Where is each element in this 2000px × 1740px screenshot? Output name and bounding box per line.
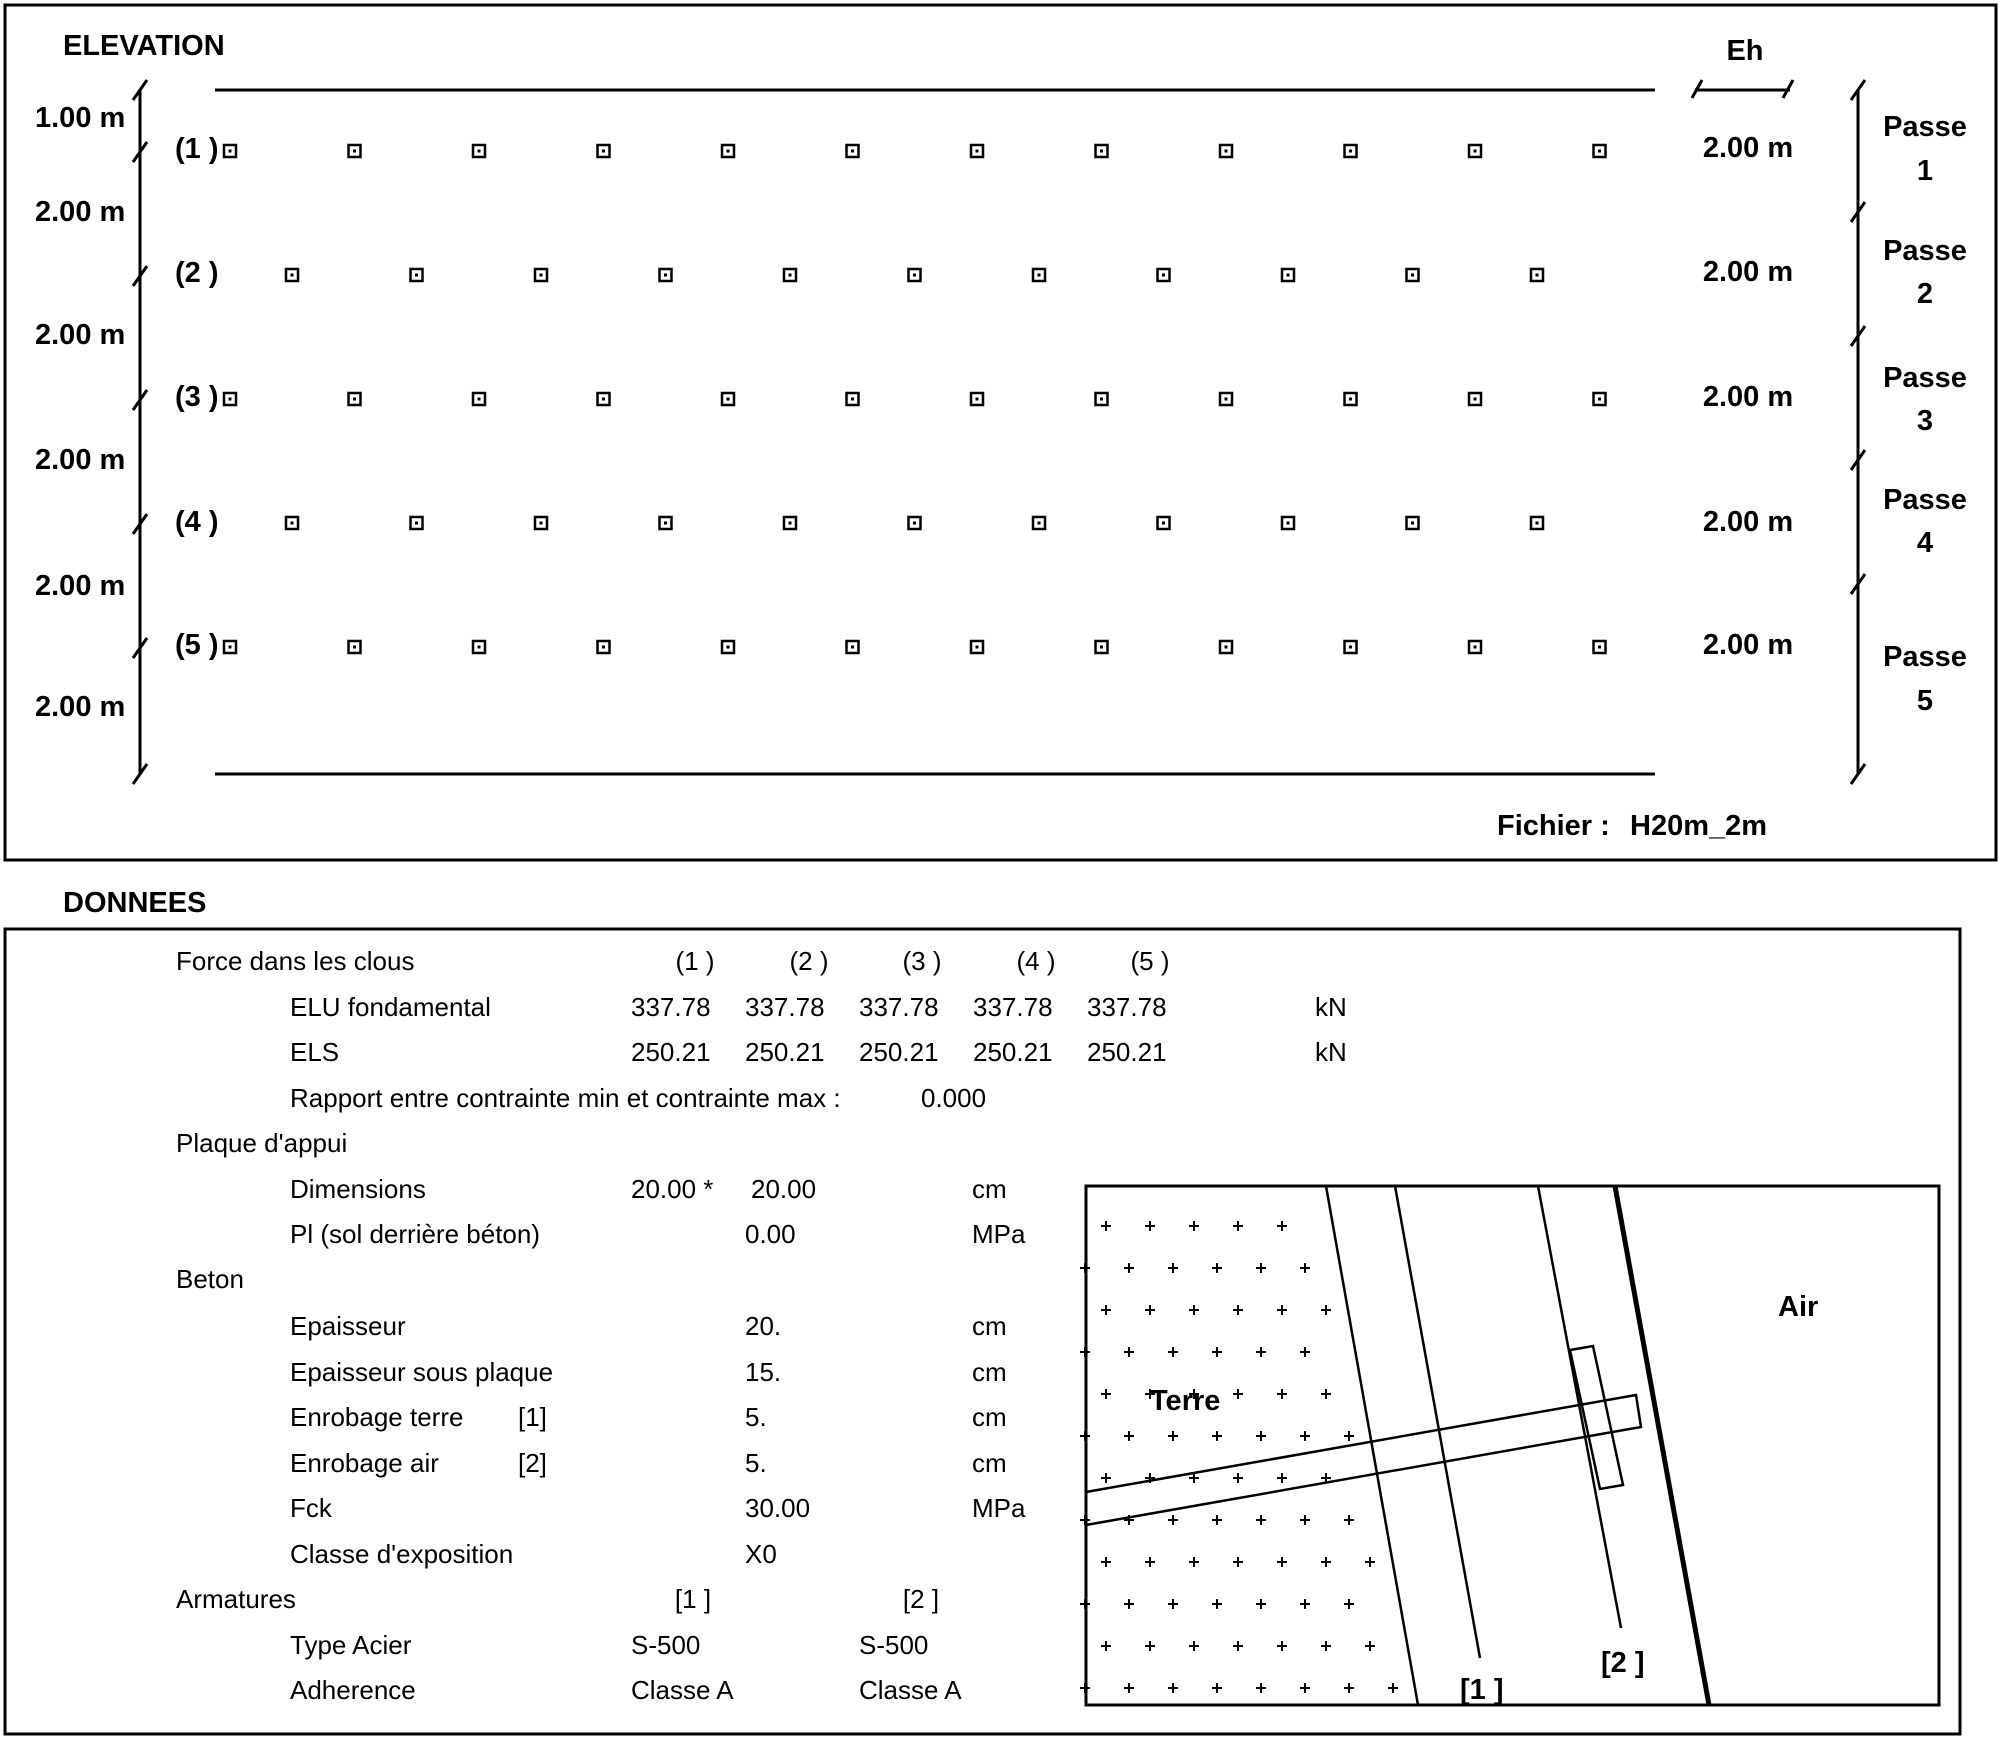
elu-value-3: 337.78: [859, 992, 939, 1022]
nail-marker-dot: [602, 646, 605, 649]
soil-hatch-mark: [1189, 1641, 1199, 1651]
soil-hatch-mark: [1344, 1683, 1354, 1693]
soil-hatch-mark: [1321, 1305, 1331, 1315]
nail-header-3: (3 ): [902, 946, 942, 976]
adherence-label: Adherence: [290, 1675, 416, 1705]
nail-marker-dot: [478, 150, 481, 153]
soil-hatch-mark: [1277, 1641, 1287, 1651]
fck-value: 30.00: [745, 1493, 811, 1523]
els-value-2: 250.21: [745, 1037, 825, 1067]
soil-hatch-mark: [1212, 1515, 1222, 1525]
nail-marker-dot: [415, 522, 418, 525]
nail-marker-dot: [602, 150, 605, 153]
soil-hatch-mark: [1344, 1431, 1354, 1441]
soil-hatch-mark: [1080, 1431, 1090, 1441]
eh-value-1: 2.00 m: [1702, 132, 1794, 164]
terre-label: Terre: [1150, 1385, 1221, 1417]
soil-hatch-mark: [1212, 1599, 1222, 1609]
soil-hatch-mark: [1233, 1221, 1243, 1231]
soil-hatch-mark: [1101, 1221, 1111, 1231]
nail-marker-dot: [851, 150, 854, 153]
nail-marker-dot: [415, 274, 418, 277]
soil-hatch-mark: [1168, 1263, 1178, 1273]
pass-5: [1883, 641, 1967, 717]
soil-hatch-mark: [1233, 1557, 1243, 1567]
eh-value-5: 2.00 m: [1702, 629, 1794, 661]
section-frame: [1086, 1186, 1939, 1705]
svg-text:Passe: Passe: [1883, 641, 1967, 673]
soil-hatch-mark: [1189, 1305, 1199, 1315]
enrobage-terre-label: Enrobage terre: [290, 1402, 464, 1432]
donnees-title: DONNEES: [63, 887, 207, 919]
eh-dimension: [1692, 80, 1793, 98]
svg-text:Passe: Passe: [1883, 111, 1967, 143]
pl-unit: MPa: [972, 1219, 1026, 1249]
enrobage-air-label: Enrobage air: [290, 1448, 439, 1478]
soil-hatch-mark: [1256, 1347, 1266, 1357]
els-value-3: 250.21: [859, 1037, 939, 1067]
nail-marker-dot: [851, 646, 854, 649]
epaisseur-unit: cm: [972, 1311, 1007, 1341]
rapport-value: 0.000: [921, 1083, 987, 1113]
elevation-title: ELEVATION: [63, 30, 225, 62]
enrobage-air-unit: cm: [972, 1448, 1007, 1478]
nail-marker-dot: [1411, 274, 1414, 277]
soil-hatch-mark: [1189, 1221, 1199, 1231]
soil-hatch-mark: [1124, 1599, 1134, 1609]
nail-marker-dot: [789, 274, 792, 277]
soil-hatch-mark: [1321, 1641, 1331, 1651]
elu-label: ELU fondamental: [290, 992, 491, 1022]
armatures-title: Armatures: [176, 1584, 296, 1614]
soil-hatch-mark: [1101, 1305, 1111, 1315]
air-face-line: [1615, 1186, 1709, 1705]
soil-hatch-mark: [1168, 1515, 1178, 1525]
nail-header-4: (4 ): [1016, 946, 1056, 976]
elu-value-2: 337.78: [745, 992, 825, 1022]
nail-marker-dot: [727, 646, 730, 649]
spacing-1: 2.00 m: [35, 196, 126, 228]
nail-marker-dot: [1100, 150, 1103, 153]
elu-unit: kN: [1315, 992, 1347, 1022]
nail-marker-dot: [1598, 398, 1601, 401]
nail-marker-dot: [976, 646, 979, 649]
nail-marker-dot: [727, 398, 730, 401]
plaque-title: Plaque d'appui: [176, 1128, 348, 1158]
nail-marker-dot: [1225, 398, 1228, 401]
svg-text:Passe: Passe: [1883, 362, 1967, 394]
soil-hatch-mark: [1212, 1347, 1222, 1357]
pass-3: [1883, 362, 1967, 437]
bearing-plate: [1570, 1346, 1623, 1489]
pl-value: 0.00: [745, 1219, 796, 1249]
soil-hatch-mark: [1233, 1389, 1243, 1399]
soil-hatch-mark: [1080, 1683, 1090, 1693]
row-label-1: (1 ): [175, 133, 219, 165]
nail-marker-dot: [1100, 398, 1103, 401]
nail-marker-dot: [229, 398, 232, 401]
soil-hatch-mark: [1300, 1599, 1310, 1609]
spacing-3: 2.00 m: [35, 444, 126, 476]
nail-marker-dot: [664, 274, 667, 277]
rapport-label: Rapport entre contrainte min et contrainte max :: [290, 1083, 841, 1113]
row-label-2: (2 ): [175, 257, 219, 289]
els-value-5: 250.21: [1087, 1037, 1167, 1067]
eh-value-2: 2.00 m: [1702, 256, 1794, 288]
soil-hatch-mark: [1321, 1557, 1331, 1567]
soil-hatch-mark: [1256, 1431, 1266, 1441]
nail-marker-dot: [353, 646, 356, 649]
els-label: ELS: [290, 1037, 340, 1067]
soil-boundary-line: [1326, 1186, 1418, 1705]
nail-marker-dot: [1100, 646, 1103, 649]
file-label: Fichier :: [1497, 810, 1610, 842]
pl-label: Pl (sol derrière béton): [290, 1219, 540, 1249]
pass-2: [1883, 235, 1967, 310]
soil-hatch-mark: [1388, 1683, 1398, 1693]
soil-hatch-mark: [1277, 1389, 1287, 1399]
eh-value-3: 2.00 m: [1702, 381, 1794, 413]
soil-hatch-mark: [1124, 1431, 1134, 1441]
soil-hatch-mark: [1101, 1389, 1111, 1399]
nail-header-1: (1 ): [675, 946, 715, 976]
elu-value-1: 337.78: [631, 992, 711, 1022]
left-dimension-line: [133, 80, 147, 784]
spacing-4: 2.00 m: [35, 570, 126, 602]
nail-marker-dot: [478, 646, 481, 649]
nail-marker-dot: [540, 274, 543, 277]
enrobage-terre-ref: [1]: [518, 1402, 547, 1432]
nail-marker-dot: [1536, 274, 1539, 277]
spacing-top: 1.00 m: [35, 102, 126, 134]
soil-hatch-mark: [1300, 1263, 1310, 1273]
els-value-1: 250.21: [631, 1037, 711, 1067]
soil-hatch-mark: [1212, 1431, 1222, 1441]
dimensions-b: 20.00: [751, 1174, 817, 1204]
nail-marker-dot: [1598, 646, 1601, 649]
soil-hatch-mark: [1365, 1557, 1375, 1567]
nail-marker-dot: [1162, 522, 1165, 525]
nail-marker-dot: [913, 274, 916, 277]
eh-label: Eh: [1726, 35, 1764, 67]
svg-text:Passe: Passe: [1883, 235, 1967, 267]
soil-hatch-mark: [1277, 1473, 1287, 1483]
soil-hatch-mark: [1080, 1599, 1090, 1609]
nail-marker-dot: [1162, 274, 1165, 277]
soil-hatch-mark: [1300, 1515, 1310, 1525]
nail-marker-dot: [976, 150, 979, 153]
row-label-5: (5 ): [175, 629, 219, 661]
soil-hatch-mark: [1124, 1347, 1134, 1357]
soil-hatch-mark: [1233, 1641, 1243, 1651]
nail-marker-dot: [1287, 274, 1290, 277]
classe-exposition-value: X0: [745, 1539, 777, 1569]
nail-marker-dot: [1349, 646, 1352, 649]
adherence-2: Classe A: [859, 1675, 962, 1705]
soil-hatch-mark: [1101, 1473, 1111, 1483]
soil-hatch-mark: [1101, 1641, 1111, 1651]
soil-hatch-mark: [1277, 1305, 1287, 1315]
enrobage-terre-unit: cm: [972, 1402, 1007, 1432]
nail-marker-dot: [602, 398, 605, 401]
soil-hatch-mark: [1321, 1389, 1331, 1399]
soil-hatch-mark: [1300, 1683, 1310, 1693]
nail-grid: [224, 145, 1606, 653]
rebar-2-line: [1538, 1186, 1621, 1628]
dimensions-label: Dimensions: [290, 1174, 426, 1204]
svg-text:5: 5: [1916, 685, 1934, 717]
nail-marker-dot: [1474, 398, 1477, 401]
epaisseur-value: 20.: [745, 1311, 782, 1341]
force-title: Force dans les clous: [176, 946, 415, 976]
rebar-1-label: [1 ]: [1460, 1674, 1504, 1706]
soil-hatch-mark: [1344, 1599, 1354, 1609]
svg-text:Passe: Passe: [1883, 484, 1967, 516]
els-value-4: 250.21: [973, 1037, 1053, 1067]
epaisseur-sous-plaque-value: 15.: [745, 1357, 782, 1387]
svg-text:2: 2: [1916, 278, 1934, 310]
dimensions-a: 20.00 *: [631, 1174, 714, 1204]
soil-hatch-mark: [1277, 1557, 1287, 1567]
soil-hatch-mark: [1300, 1431, 1310, 1441]
soil-hatch-mark: [1256, 1515, 1266, 1525]
pass-1: [1883, 111, 1967, 187]
soil-hatch-mark: [1168, 1347, 1178, 1357]
epaisseur-sous-plaque-unit: cm: [972, 1357, 1007, 1387]
nail-header-5: (5 ): [1130, 946, 1170, 976]
soil-hatch-mark: [1145, 1641, 1155, 1651]
soil-hatch-mark: [1168, 1599, 1178, 1609]
soil-hatch-mark: [1233, 1473, 1243, 1483]
soil-hatch-mark: [1124, 1263, 1134, 1273]
fck-label: Fck: [290, 1493, 332, 1523]
nail-marker-dot: [1287, 522, 1290, 525]
nail-marker-dot: [1038, 274, 1041, 277]
nail-marker-dot: [913, 522, 916, 525]
nail-marker-dot: [1349, 398, 1352, 401]
classe-exposition-label: Classe d'exposition: [290, 1539, 514, 1569]
soil-hatch-mark: [1145, 1305, 1155, 1315]
type-acier-1: S-500: [631, 1630, 701, 1660]
rebar-1-line: [1395, 1186, 1480, 1658]
nail-marker-dot: [1474, 150, 1477, 153]
soil-hatch-mark: [1080, 1347, 1090, 1357]
nail-marker-dot: [540, 522, 543, 525]
soil-hatch: [1080, 1221, 1398, 1693]
nail-marker-dot: [291, 274, 294, 277]
armature-ref-1: [1 ]: [674, 1584, 712, 1614]
nail-marker-dot: [976, 398, 979, 401]
soil-hatch-mark: [1080, 1263, 1090, 1273]
pass-4: [1883, 484, 1967, 559]
spacing-2: 2.00 m: [35, 319, 126, 351]
adherence-1: Classe A: [631, 1675, 734, 1705]
enrobage-air-value: 5.: [745, 1448, 767, 1478]
soil-hatch-mark: [1189, 1557, 1199, 1567]
row-label-3: (3 ): [175, 381, 219, 413]
nail-marker-dot: [353, 150, 356, 153]
dimensions-unit: cm: [972, 1174, 1007, 1204]
svg-text:4: 4: [1916, 527, 1934, 559]
soil-hatch-mark: [1344, 1515, 1354, 1525]
nail-marker-dot: [353, 398, 356, 401]
armature-ref-2: [2 ]: [902, 1584, 940, 1614]
beton-title: Beton: [176, 1264, 244, 1294]
svg-text:1: 1: [1916, 155, 1934, 187]
nail-marker-dot: [789, 522, 792, 525]
soil-hatch-mark: [1300, 1347, 1310, 1357]
nail-marker-dot: [1474, 646, 1477, 649]
els-unit: kN: [1315, 1037, 1347, 1067]
soil-hatch-mark: [1145, 1557, 1155, 1567]
soil-hatch-mark: [1168, 1683, 1178, 1693]
soil-hatch-mark: [1365, 1641, 1375, 1651]
air-label: Air: [1778, 1291, 1819, 1323]
nail-marker-dot: [1411, 522, 1414, 525]
elevation-frame: [5, 5, 1996, 860]
rebar-2-label: [2 ]: [1601, 1647, 1645, 1679]
row-label-4: (4 ): [175, 506, 219, 538]
nail-marker-dot: [1038, 522, 1041, 525]
soil-hatch-mark: [1101, 1557, 1111, 1567]
soil-hatch-mark: [1233, 1305, 1243, 1315]
nail-marker-dot: [478, 398, 481, 401]
soil-hatch-mark: [1212, 1683, 1222, 1693]
type-acier-label: Type Acier: [290, 1630, 412, 1660]
nail-header-2: (2 ): [789, 946, 829, 976]
soil-hatch-mark: [1256, 1683, 1266, 1693]
passes-dimension-line: [1851, 80, 1865, 784]
soil-hatch-mark: [1277, 1221, 1287, 1231]
enrobage-terre-value: 5.: [745, 1402, 767, 1432]
nail-marker-dot: [1536, 522, 1539, 525]
soil-hatch-mark: [1145, 1221, 1155, 1231]
eh-value-4: 2.00 m: [1702, 506, 1794, 538]
file-name: H20m_2m: [1630, 810, 1768, 842]
nail-marker-dot: [664, 522, 667, 525]
soil-hatch-mark: [1256, 1599, 1266, 1609]
elu-value-5: 337.78: [1087, 992, 1167, 1022]
enrobage-air-ref: [2]: [518, 1448, 547, 1478]
elu-value-4: 337.78: [973, 992, 1053, 1022]
fck-unit: MPa: [972, 1493, 1026, 1523]
nail-marker-dot: [291, 522, 294, 525]
nail-marker-dot: [727, 150, 730, 153]
donnees-table: [176, 946, 1347, 1705]
epaisseur-label: Epaisseur: [290, 1311, 406, 1341]
nail-marker-dot: [1225, 150, 1228, 153]
svg-text:3: 3: [1916, 405, 1934, 437]
epaisseur-sous-plaque-label: Epaisseur sous plaque: [290, 1357, 554, 1387]
soil-hatch-mark: [1212, 1263, 1222, 1273]
soil-hatch-mark: [1168, 1431, 1178, 1441]
nail-marker-dot: [229, 150, 232, 153]
nail-marker-dot: [1598, 150, 1601, 153]
nail-marker-dot: [1349, 150, 1352, 153]
spacing-5: 2.00 m: [35, 691, 126, 723]
soil-hatch-mark: [1124, 1683, 1134, 1693]
nail-marker-dot: [851, 398, 854, 401]
type-acier-2: S-500: [859, 1630, 929, 1660]
nail-marker-dot: [229, 646, 232, 649]
nail-marker-dot: [1225, 646, 1228, 649]
soil-hatch-mark: [1256, 1263, 1266, 1273]
